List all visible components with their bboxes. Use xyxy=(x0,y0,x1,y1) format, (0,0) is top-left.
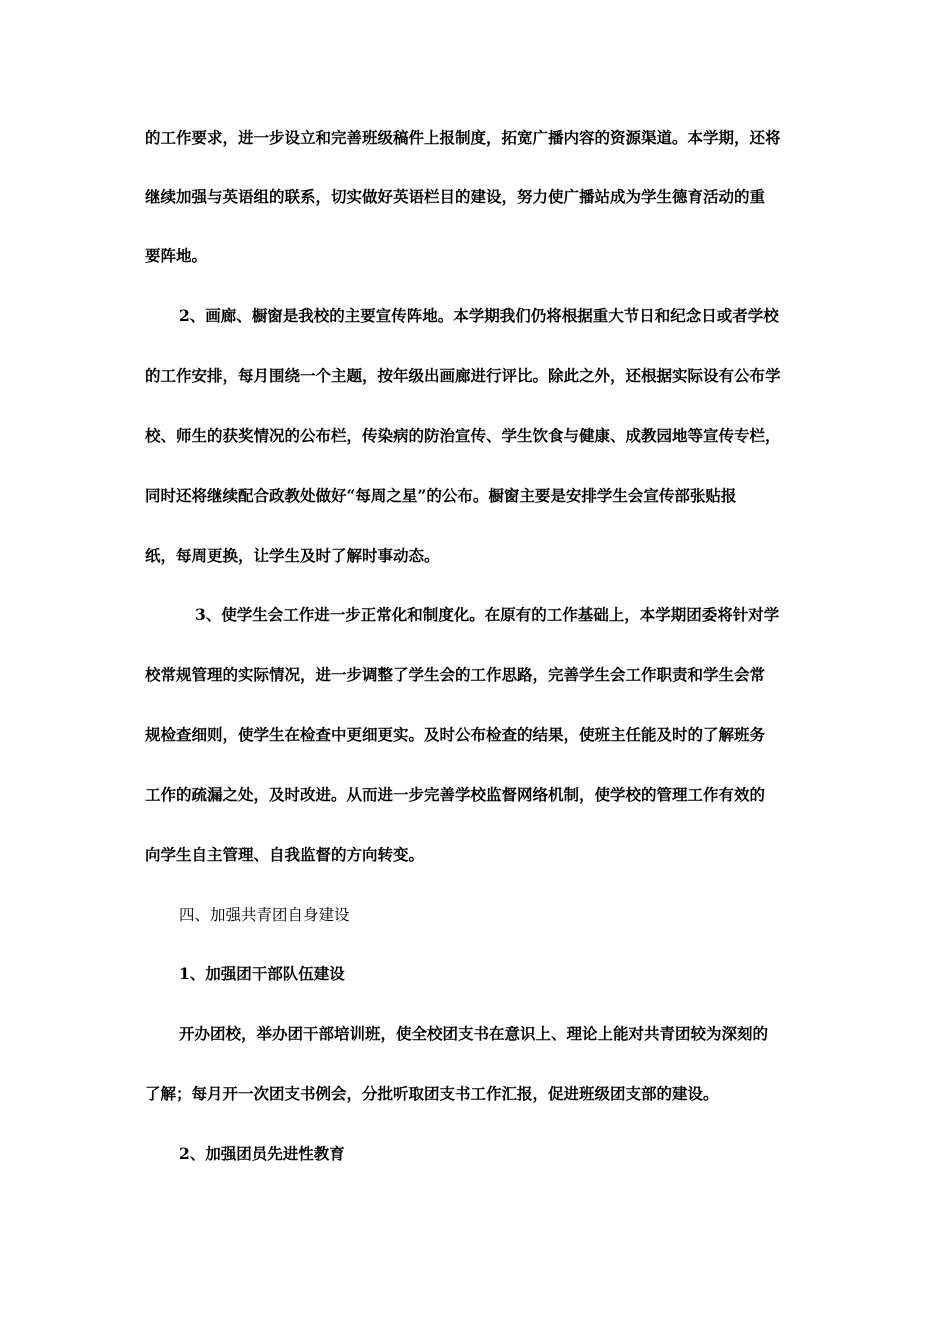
paragraph-line: 2、画廊、橱窗是我校的主要宣传阵地。本学期我们仍将根据重大节日和纪念日或者学校 xyxy=(179,306,779,325)
subsection-heading: 1、加强团干部队伍建设 xyxy=(179,964,345,983)
section-heading: 四、加强共青团自身建设 xyxy=(179,906,350,924)
paragraph-line: 校常规管理的实际情况，进一步调整了学生会的工作思路，完善学生会工作职责和学生会常 xyxy=(145,665,766,684)
paragraph-line: 规检查细则，使学生在检查中更细更实。及时公布检查的结果，使班主任能及时的了解班务 xyxy=(145,725,766,744)
paragraph-line: 工作的疏漏之处，及时改进。从而进一步完善学校监督网络机制，使学校的管理工作有效的 xyxy=(145,785,766,804)
paragraph-line: 了解；每月开一次团支书例会，分批听取团支书工作汇报，促进班级团支部的建设。 xyxy=(145,1084,719,1103)
paragraph-line: 纸，每周更换，让学生及时了解时事动态。 xyxy=(145,546,440,565)
paragraph-line: 同时还将继续配合政教处做好“每周之星”的公布。橱窗主要是安排学生会宣传部张贴报 xyxy=(145,486,737,505)
paragraph-line: 的工作安排，每月围绕一个主题，按年级出画廊进行评比。除此之外，还根据实际设有公布学 xyxy=(145,366,781,385)
paragraph-line: 开办团校，举办团干部培训班，使全校团支书在意识上、理论上能对共青团较为深刻的 xyxy=(179,1024,769,1043)
paragraph-line: 的工作要求，进一步设立和完善班级稿件上报制度，拓宽广播内容的资源渠道。本学期，还将 xyxy=(145,128,781,147)
paragraph-line: 校、师生的获奖情况的公布栏，传染病的防治宣传、学生饮食与健康、成教园地等宣传专栏， xyxy=(145,426,781,445)
subsection-heading: 2、加强团员先进性教育 xyxy=(179,1144,345,1163)
paragraph-line: 要阵地。 xyxy=(145,246,208,265)
paragraph-line: 继续加强与英语组的联系，切实做好英语栏目的建设，努力使广播站成为学生德育活动的重 xyxy=(145,187,766,206)
paragraph-line: 3、使学生会工作进一步正常化和制度化。在原有的工作基础上，本学期团委将针对学 xyxy=(195,605,780,624)
paragraph-line: 向学生自主管理、自我监督的方向转变。 xyxy=(145,845,425,864)
